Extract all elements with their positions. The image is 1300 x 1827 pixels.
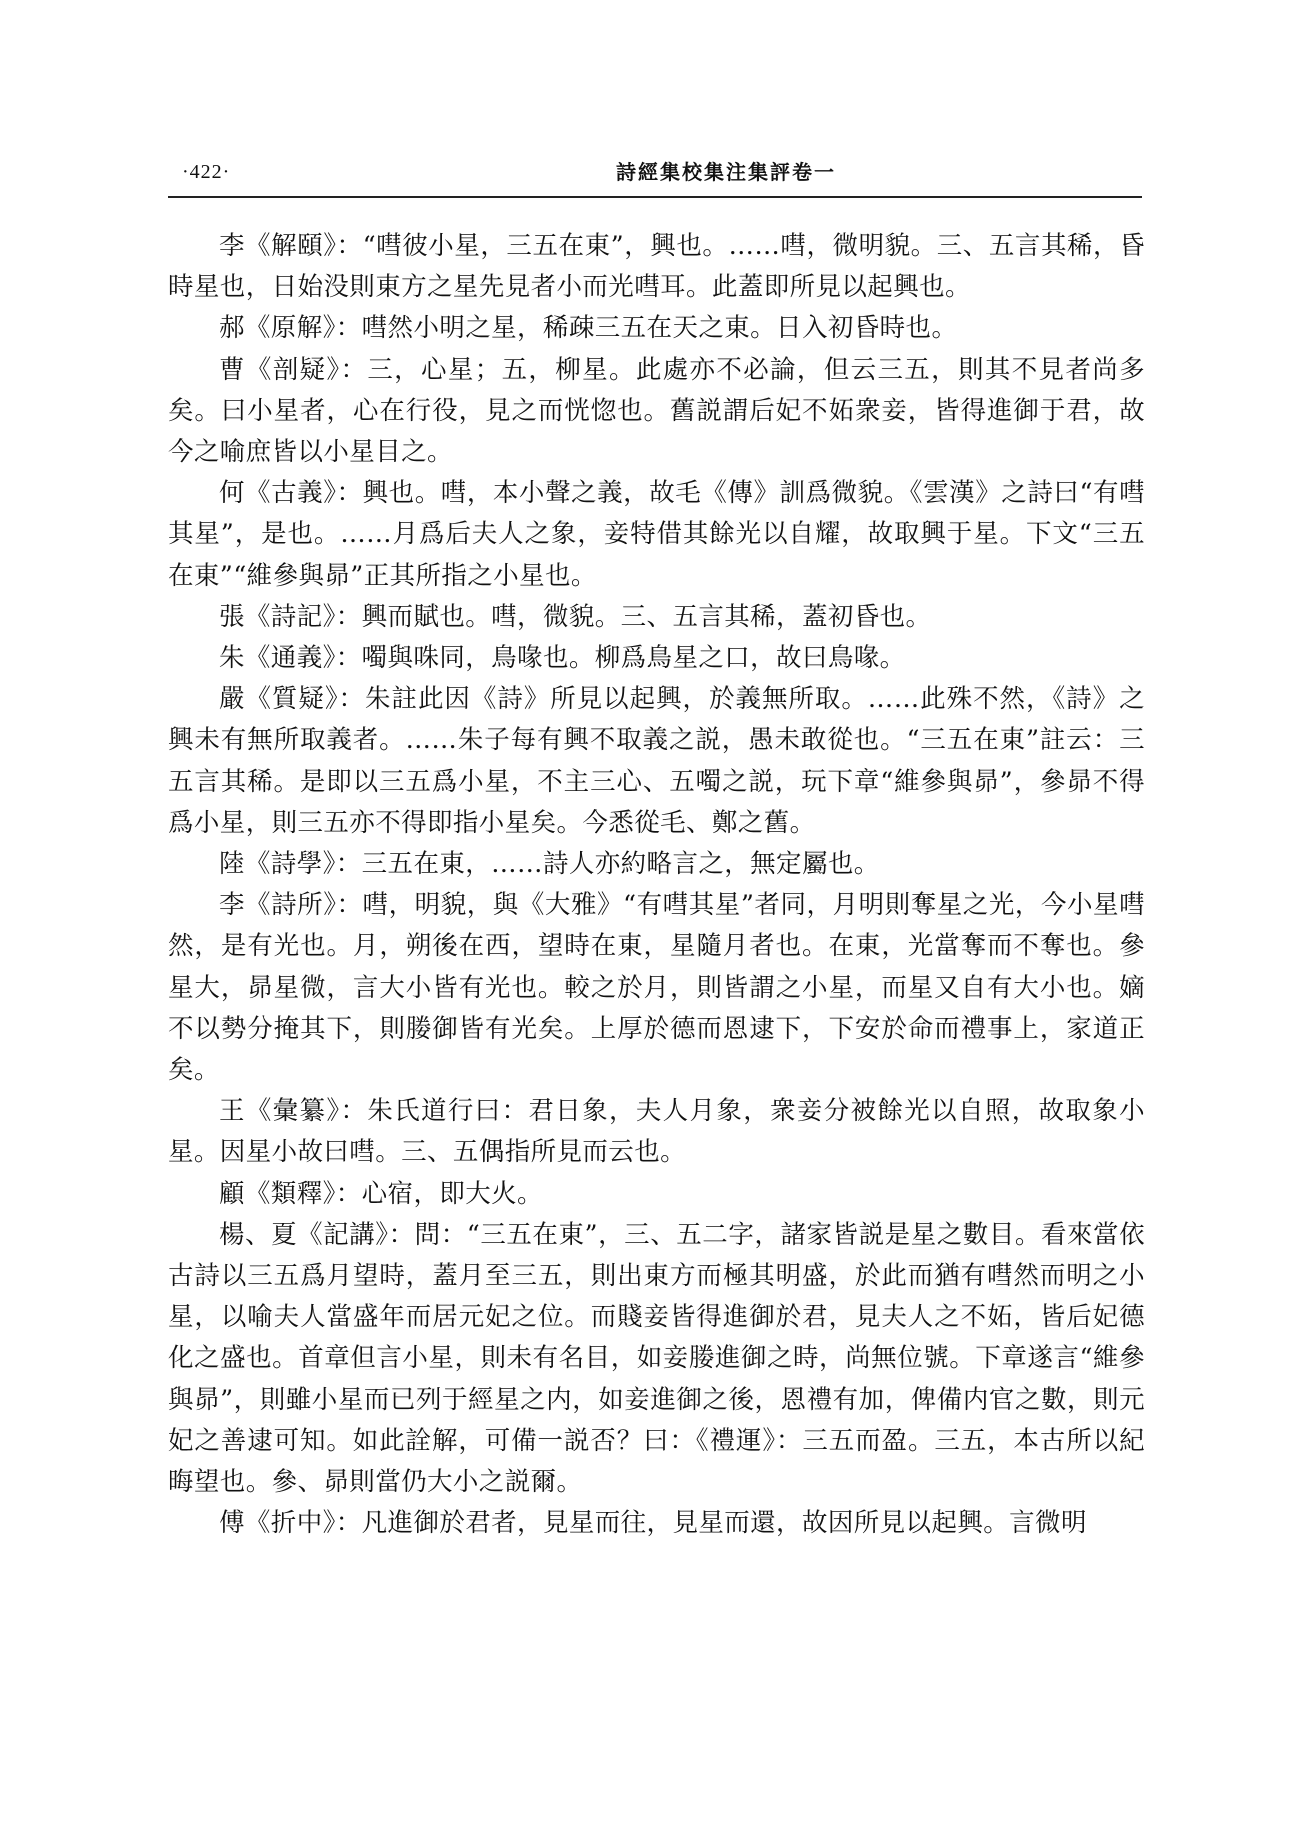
commentary-paragraph-li-jieyi: 李《解頤》：“嘒彼小星，三五在東”，興也。……嘒，微明貌。三、五言其稀，昏時星也，日始没則東方之星先見者小而光嘒耳。此蓋即所見以起興也。	[168, 231, 1145, 303]
commentary-paragraph-zhu-tongyi: 朱《通義》：噣與咮同，鳥喙也。柳爲鳥星之口，故曰鳥喙。	[219, 643, 906, 674]
commentary-paragraph-he-guyi: 何《古義》：興也。嘒，本小聲之義，故毛《傳》訓爲微貌。《雲漢》之詩曰“有嘒其星”，是也。……月爲后夫人之象，妾特借其餘光以自耀，故取興于星。下文“三五在東”“維參與昴”正其所指之小星也。	[168, 478, 1145, 591]
commentary-paragraph-gu-leishi: 顧《類釋》：心宿，即大火。	[219, 1178, 543, 1209]
commentary-paragraph-yang-xia-jijiang: 楊、夏《記講》：問：“三五在東”，三、五二字，諸家皆説是星之數目。看來當依古詩以三五爲月望時，蓋月至三五，則出東方而極其明盛，於此而猶有嘒然而明之小星，以喻夫人當盛年而居元妃之位。而賤妾皆得進御於君，見夫人之不妬，皆后妃德化之盛也。首章但言小星，則未有名目，如妾媵進御之時，尚無位號。下章遂言“維參與昴”，則雖小星而已列于經星之内，如妾進御之後，恩禮有加，俾備内官之數，則元妃之善逮可知。如此詮解，可備一説否？曰：《禮運》：三五而盈。三五，本古所以紀晦望也。參、昴則當仍大小之説爾。	[168, 1219, 1145, 1498]
page-number: ·422·	[182, 161, 231, 183]
header-rule	[168, 196, 1142, 198]
commentary-paragraph-lu-shixue: 陸《詩學》：三五在東，……詩人亦約略言之，無定屬也。	[219, 849, 880, 880]
running-title: 詩經集校集注集評卷一	[616, 160, 836, 184]
commentary-paragraph-zhang-shiji: 張《詩記》：興而賦也。嘒，微貌。三、五言其稀，蓋初昏也。	[219, 601, 932, 632]
commentary-paragraph-fu-zhezhong: 傅《折中》：凡進御於君者，見星而往，見星而還，故因所見以起興。言微明	[219, 1508, 1087, 1539]
commentary-paragraph-wang-huizuan: 王《彙纂》：朱氏道行曰：君日象，夫人月象，衆妾分被餘光以自照，故取象小星。因星小故曰嘒。三、五偶指所見而云也。	[168, 1096, 1145, 1168]
page-header	[166, 157, 1142, 195]
commentary-paragraph-cao-pouyi: 曹《剖疑》：三，心星；五，柳星。此處亦不必論，但云三五，則其不見者尚多矣。曰小星者，心在行役，見之而恍惚也。舊説謂后妃不妬衆妾，皆得進御于君，故今之喻庶皆以小星目之。	[168, 354, 1145, 468]
body-text	[168, 226, 1145, 1545]
commentary-paragraph-yan-zhiyi: 嚴《質疑》：朱註此因《詩》所見以起興，於義無所取。……此殊不然，《詩》之興未有無所取義者。……朱子每有興不取義之説，愚未敢從也。“三五在東”註云：三五言其稀。是即以三五爲小星，不主三心、五噣之説，玩下章“維參與昴”，參昴不得爲小星，則三五亦不得即指小星矣。今悉從毛、鄭之舊。	[168, 684, 1145, 838]
commentary-paragraph-li-shisuo: 李《詩所》：嘒，明貌，與《大雅》“有嘒其星”者同，月明則奪星之光，今小星嘒然，是有光也。月，朔後在西，望時在東，星隨月者也。在東，光當奪而不奪也。參星大，昴星微，言大小皆有光也。較之於月，則皆謂之小星，而星又自有大小也。嫡不以勢分掩其下，則媵御皆有光矣。上厚於德而恩逮下，下安於命而禮事上，家道正矣。	[168, 890, 1145, 1086]
commentary-paragraph-hao-yuanjie: 郝《原解》：嘒然小明之星，稀疎三五在天之東。日入初昏時也。	[219, 313, 958, 344]
